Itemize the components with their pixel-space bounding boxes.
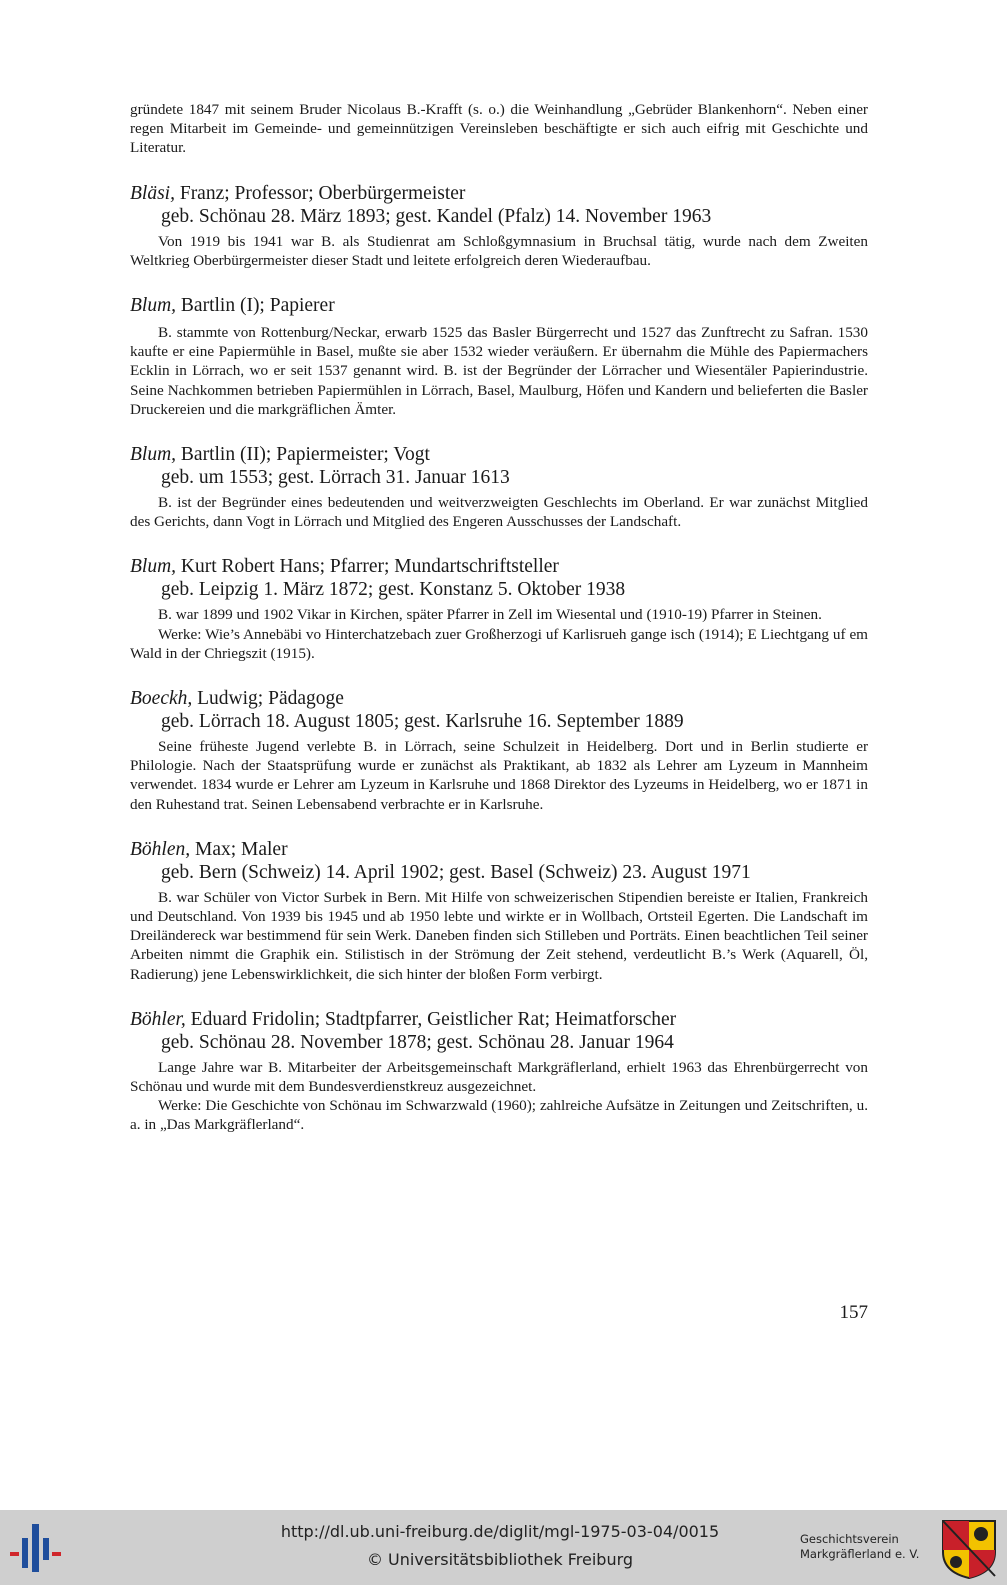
entry-heading (130, 838, 868, 861)
ub-freiburg-logo-icon (8, 1522, 64, 1574)
page-number: 157 (839, 1302, 868, 1323)
entry-surname: Blum, (130, 556, 177, 578)
entry-boeckh (130, 687, 868, 814)
entry-heading-rest: Franz; Professor; Oberbürgermeister (174, 182, 466, 204)
entry-boehlen (130, 838, 868, 984)
entry-boehler (130, 1008, 868, 1135)
society-name (800, 1532, 932, 1562)
entry-text: Lange Jahre war B. Mitarbeiter der Arbeitsgemeinschaft Markgräflerland, erhielt 1963 das Ehrenbürgerrecht von Schönau und wurde mit dem Bundesverdienstkreuz ausgezeichnet. (130, 1058, 868, 1096)
entry-dates: geb. um 1553; gest. Lörrach 31. Januar 1613 (161, 467, 510, 489)
entry-dates: geb. Schönau 28. März 1893; gest. Kandel (Pfalz) 14. November 1963 (161, 205, 712, 227)
entry-dates: geb. Bern (Schweiz) 14. April 1902; gest. Basel (Schweiz) 23. August 1971 (161, 861, 751, 883)
entry-heading-rest: Kurt Robert Hans; Pfarrer; Mundartschriftsteller (176, 556, 559, 578)
entry-dates: geb. Schönau 28. November 1878; gest. Schönau 28. Januar 1964 (161, 1031, 674, 1053)
entry-text: B. war Schüler von Victor Surbek in Bern. Mit Hilfe von schweizerischen Stipendien bereiste er Italien, Frankreich und Deutschland. Von 1939 bis 1945 und ab 1950 lebte und wirkte er in Wollbach, Ortsteil Egerten. Die Landschaft im Dreiländereck war bestimmend für sein Werk. Daneben finden sich Stilleben und Porträts. Einen beachtlichen Teil seiner Arbeiten nimmt die Graphik ein. Stilistisch in der Strömung der Zeit stehend, verdeutlicht B.’s Werk (Aquarell, Öl, Radierung) jene Lebenswirklichkeit, die sich hinter der bloßen Form verbirgt. (130, 888, 868, 983)
entry-heading-rest: Bartlin (I); Papierer (176, 295, 335, 317)
entry-text: Von 1919 bis 1941 war B. als Studienrat am Schloßgymnasium in Bruchsal tätig, wurde nach dem Zweiten Weltkrieg Oberbürgermeister dieser Stadt und leitete erfolgreich deren Wiederaufbau. (130, 232, 868, 269)
entry-heading (130, 1008, 868, 1031)
entry-blaesi (130, 182, 868, 270)
footer-bar (0, 1510, 1007, 1585)
society-line1: Geschichtsverein (800, 1532, 899, 1546)
entry-text: B. war 1899 und 1902 Vikar in Kirchen, später Pfarrer in Zell im Wiesental und (1910-19) Pfarrer in Steinen. (158, 606, 822, 624)
entry-surname: Böhler, (130, 1008, 186, 1030)
entry-heading-rest: Max; Maler (190, 838, 288, 860)
entry-heading (130, 687, 868, 710)
footer-copyright: © Universitätsbibliothek Freiburg (366, 1550, 634, 1569)
entry-blum-bartlin-2 (130, 443, 868, 531)
entry-surname: Böhlen, (130, 838, 191, 860)
footer-url-link[interactable]: http://dl.ub.uni-freiburg.de/diglit/mgl-1975-03-04/0015 (280, 1522, 720, 1541)
entry-works: Werke: Wie’s Annebäbi vo Hinterchatzebach zuer Großherzogi uf Karlisrueh gange isch (1914); E Liechtgang uf em Wald in der Chriegszit (1915). (130, 625, 868, 662)
entry-works: Werke: Die Geschichte von Schönau im Schwarzwald (1960); zahlreiche Aufsätze in Zeitungen und Zeitschriften, u. a. in „Das Markgräflerland“. (130, 1097, 868, 1134)
entry-heading (130, 555, 868, 578)
entry-text: B. ist der Begründer eines bedeutenden und weitverzweigten Geschlechts im Oberland. Er war zunächst Mitglied des Gerichts, dann Vogt in Lörrach und Mitglied des Engeren Ausschusses der Landschaft. (130, 494, 868, 531)
entry-surname: Blum, (130, 295, 177, 317)
entry-heading (130, 182, 868, 205)
entry-heading-rest: Bartlin (II); Papiermeister; Vogt (176, 444, 430, 466)
entry-surname: Boeckh, (130, 688, 193, 710)
entry-heading (130, 294, 868, 317)
entry-dates: geb. Lörrach 18. August 1805; gest. Karlsruhe 16. September 1889 (161, 711, 684, 733)
society-line2: Markgräflerland e. V. (800, 1547, 920, 1561)
entry-text: B. stammte von Rottenburg/Neckar, erwarb 1525 das Basler Bürgerrecht und 1527 das Zunftrecht zu Safran. 1530 kaufte er eine Papiermühle in Basel, mußte sie aber 1532 wieder veräußern. Er übernahm die Mühle des Papiermachers Ecklin in Lörrach, wo er seit 1537 genannt wird. B. ist der Begründer der Lörracher und Wiesentäler Papierindustrie. Seine Nachkommen betrieben Papiermühlen in Lörrach, Basel, Maulburg, Höfen und Kandern und belieferten die Basler Druckereien und die markgräflichen Ämter. (130, 324, 868, 418)
page-content (130, 100, 868, 1135)
entry-blum-bartlin-1 (130, 294, 868, 419)
entry-heading (130, 443, 868, 466)
entry-surname: Blum, (130, 444, 177, 466)
coat-of-arms-icon (940, 1518, 998, 1580)
entry-heading-rest: Eduard Fridolin; Stadtpfarrer, Geistlicher Rat; Heimatforscher (185, 1008, 677, 1030)
intro-paragraph: gründete 1847 mit seinem Bruder Nicolaus B.-Krafft (s. o.) die Weinhandlung „Gebrüder Blankenhorn“. Neben einer regen Mitarbeit im Gemeinde- und gemeinnützigen Vereinsleben beschäftigte er sich auch eifrig mit Geschichte und Literatur. (130, 101, 868, 157)
entry-text: Seine früheste Jugend verlebte B. in Lörrach, seine Schulzeit in Heidelberg. Dort und in Berlin studierte er Philologie. Nach der Staatsprüfung wurde er zunächst als Praktikant, ab 1832 als Lehrer am Lyzeum in Mannheim verwendet. 1834 wurde er Lehrer am Lyzeum in Karlsruhe und 1868 Direktor des Lyzeums in Heidelberg, wo er 1871 in den Ruhestand trat. Seinen Lebensabend verbrachte er in Karlsruhe. (130, 738, 868, 813)
entry-dates: geb. Leipzig 1. März 1872; gest. Konstanz 5. Oktober 1938 (161, 579, 626, 601)
entry-blum-kurt (130, 555, 868, 663)
entry-surname: Bläsi, (130, 182, 175, 204)
entry-heading-rest: Ludwig; Pädagoge (192, 688, 344, 710)
